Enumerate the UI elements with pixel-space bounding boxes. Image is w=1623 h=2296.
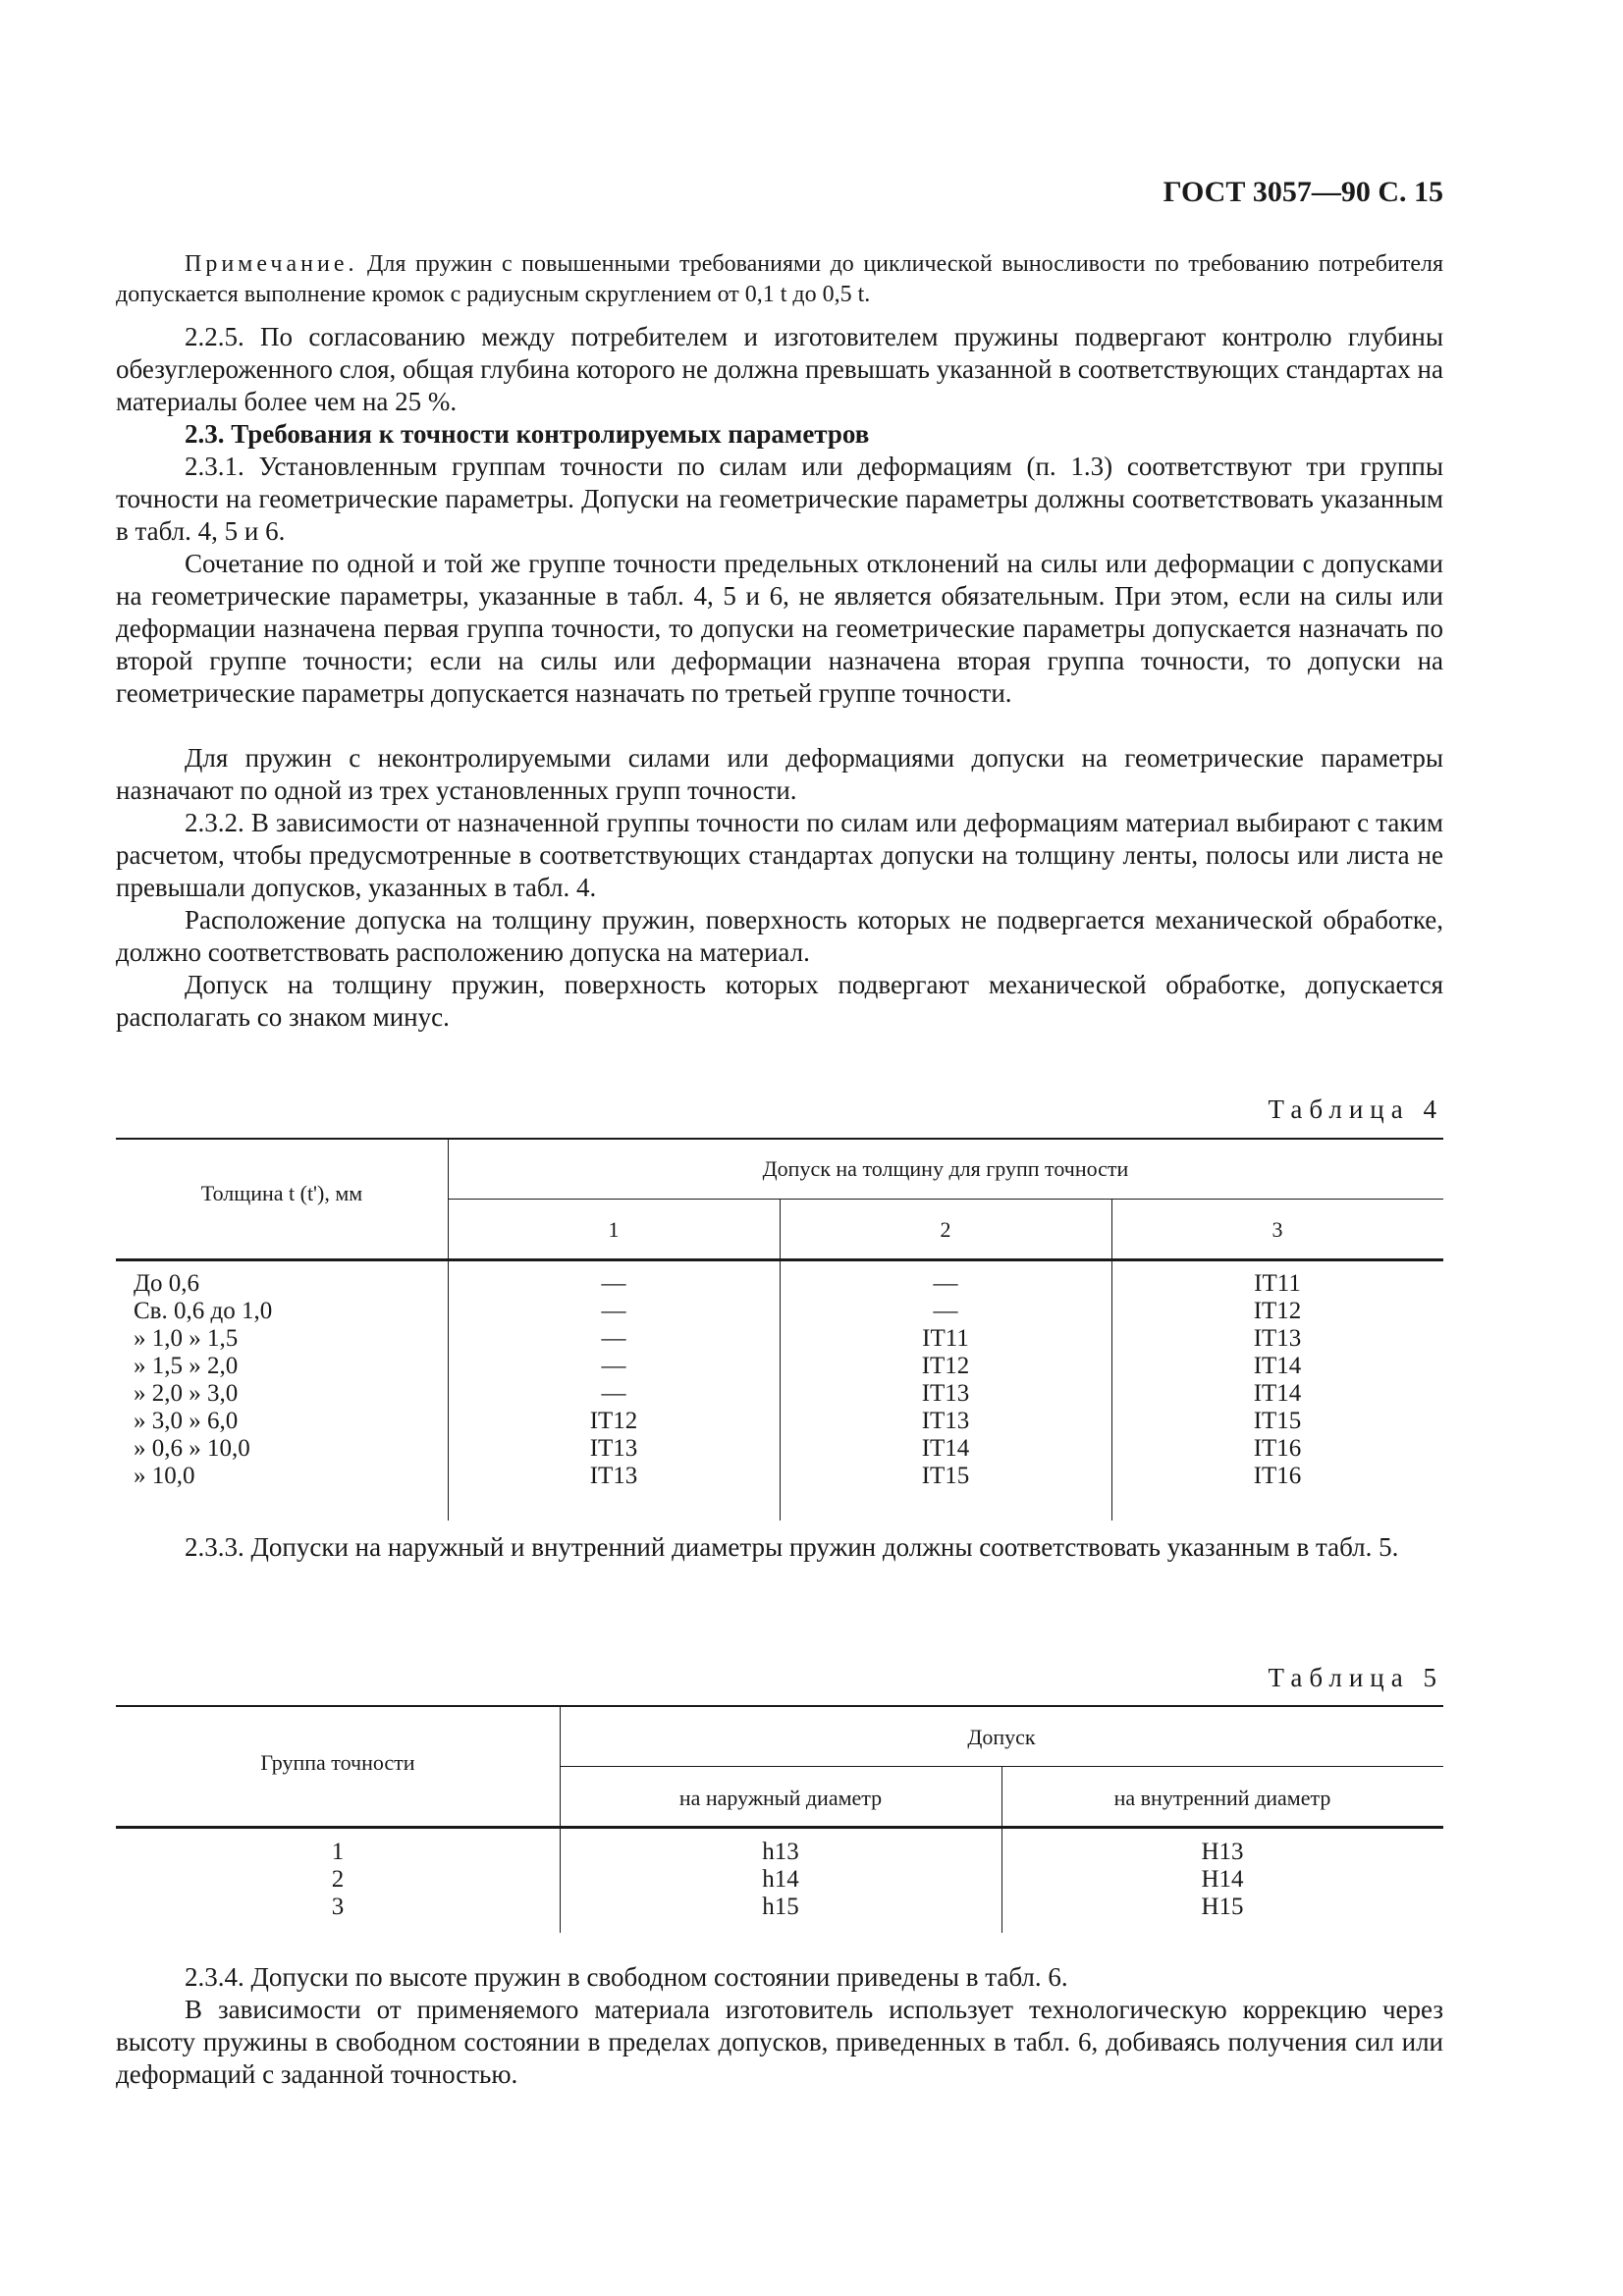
table-4-range-cell: » 0,6 » 10,0 xyxy=(134,1435,250,1462)
table-4-g2-cell: IT15 xyxy=(921,1463,970,1489)
note-paragraph xyxy=(116,249,1443,310)
table-5-inner-cell: H13 xyxy=(1201,1839,1244,1865)
paragraph-2-3-2: 2.3.2. В зависимости от назначенной группы точности по силам или деформациям материал выбирают с таким расчетом, чтобы предусмотренные в соответствующих стандартах допуски на толщину ленты, полосы или листа не превышали допусков, указанных в табл. 4. xyxy=(116,808,1443,902)
table-4-g2-cell: IT11 xyxy=(922,1325,969,1352)
table-4-header-group-3: 3 xyxy=(1271,1217,1283,1242)
table-4-range-cell: » 3,0 » 6,0 xyxy=(134,1408,239,1434)
table-5-inner-cell: H15 xyxy=(1201,1894,1244,1920)
table-4-g1-cell: — xyxy=(601,1325,626,1352)
table-4-g3-cell: IT15 xyxy=(1253,1408,1302,1434)
table-4-g1-cell: — xyxy=(601,1353,626,1379)
paragraph-2-3-1: 2.3.1. Установленным группам точности по силам или деформациям (п. 1.3) соответствуют три группы точности на геометрические параметры. Допуски на геометрические параметры должны соответствовать указанным в табл. 4, 5 и 6. xyxy=(116,452,1443,546)
table-5-outer-cell: h15 xyxy=(762,1894,799,1920)
table-5-header-bottom-rule xyxy=(116,1826,1443,1829)
table-4-g2-cell: IT12 xyxy=(921,1353,970,1379)
table-4-range-cell: » 2,0 » 3,0 xyxy=(134,1380,239,1407)
paragraph-2-3-1-combination: Сочетание по одной и той же группе точности предельных отклонений на силы или деформации с допусками на геометрические параметры, указанные в табл. 4, 5 и 6, не является обязательным. При этом, если на силы или деформации назначена первая группа точности, то допуски на геометрические параметры допускается назначать по второй группе точности; если на силы или деформации назначена вторая группа точности, то допуски на геометрические параметры допускается назначать по третьей группе точности. xyxy=(116,549,1443,708)
table-5-outer-cell: h14 xyxy=(762,1866,799,1893)
section-heading-2-3: 2.3. Требования к точности контролируемых параметров xyxy=(185,419,870,449)
table-4-g3-cell: IT14 xyxy=(1253,1380,1302,1407)
table-4-g3-cell: IT14 xyxy=(1253,1353,1302,1379)
paragraph-2-3-4: 2.3.4. Допуски по высоте пружин в свободном состоянии приведены в табл. 6. xyxy=(185,1962,1068,1992)
table-4-header-group-1: 1 xyxy=(608,1217,620,1242)
paragraph-2-3-1-uncontrolled: Для пружин с неконтролируемыми силами или деформациями допуски на геометрические параметры назначают по одной из трех установленных групп точности. xyxy=(116,743,1443,805)
note-label: Примечание. xyxy=(185,251,358,277)
table-4-g1-cell: IT12 xyxy=(589,1408,638,1434)
table-5-top-rule xyxy=(116,1705,1443,1707)
table-4-header-thickness: Толщина t (t'), мм xyxy=(200,1181,363,1205)
table-4-g3-cell: IT16 xyxy=(1253,1463,1302,1489)
note-text: Для пружин с повышенными требованиями до циклической выносливости по требованию потребителя допускается выполнение кромок с радиусным скруглением от 0,1 t до 0,5 t. xyxy=(116,251,1443,307)
table-4-header-tolerance: Допуск на толщину для групп точности xyxy=(762,1156,1129,1181)
table-4-top-rule xyxy=(116,1138,1443,1140)
table-4-range-cell: До 0,6 xyxy=(134,1270,200,1297)
table-5-header-group: Группа точности xyxy=(260,1750,415,1775)
table-4-g2-cell: — xyxy=(933,1270,958,1297)
table-5-header-outer: на наружный диаметр xyxy=(678,1786,883,1810)
table-4-subheader-rule xyxy=(448,1199,1443,1200)
table-4-g1-cell: — xyxy=(601,1270,626,1297)
paragraph-2-3-3: 2.3.3. Допуски на наружный и внутренний диаметры пружин должны соответствовать указанным в табл. 5. xyxy=(185,1532,1399,1562)
table-4-range-cell: » 1,5 » 2,0 xyxy=(134,1353,239,1379)
paragraph-2-3-2-location: Расположение допуска на толщину пружин, поверхность которых не подвергается механической обработке, должно соответствовать расположению допуска на материал. xyxy=(116,905,1443,967)
table-4-title: Таблица 4 xyxy=(1268,1095,1443,1124)
table-5-title: Таблица 5 xyxy=(1268,1663,1443,1692)
table-4-g3-cell: IT13 xyxy=(1253,1325,1302,1352)
table-4-g1-cell: — xyxy=(601,1298,626,1324)
table-4-header-group-2: 2 xyxy=(940,1217,951,1242)
table-5-header-inner: на внутренний диаметр xyxy=(1113,1786,1331,1810)
table-5-outer-cell: h13 xyxy=(762,1839,799,1865)
table-4-g2-cell: IT13 xyxy=(921,1408,970,1434)
table-4-range-cell: » 1,0 » 1,5 xyxy=(134,1325,239,1352)
table-4-g1-cell: IT13 xyxy=(589,1435,638,1462)
table-4-g3-cell: IT12 xyxy=(1253,1298,1302,1324)
page-header: ГОСТ 3057—90 С. 15 xyxy=(1163,176,1443,208)
table-4-g1-cell: IT13 xyxy=(589,1463,638,1489)
table-4-g2-cell: IT13 xyxy=(921,1380,970,1407)
table-5-group-cell: 3 xyxy=(331,1894,345,1920)
paragraph-2-2-5: 2.2.5. По согласованию между потребителем и изготовителем пружины подвергают контролю глубины обезуглероженного слоя, общая глубина которого не должна превышать указанной в соответствующих стандартах на материалы более чем на 25 %. xyxy=(116,322,1443,416)
table-5-group-cell: 2 xyxy=(331,1866,345,1893)
table-5-group-cell: 1 xyxy=(331,1839,345,1865)
table-4-g1-cell: — xyxy=(601,1380,626,1407)
table-4-g2-cell: IT14 xyxy=(921,1435,970,1462)
table-4-g3-cell: IT11 xyxy=(1254,1270,1301,1297)
table-4-range-cell: Св. 0,6 до 1,0 xyxy=(134,1298,273,1324)
table-5-inner-cell: H14 xyxy=(1201,1866,1244,1893)
table-4-g3-cell: IT16 xyxy=(1253,1435,1302,1462)
paragraph-2-3-4-correction: В зависимости от применяемого материала изготовитель использует технологическую коррекцию через высоту пружины в свободном состоянии в пределах допусков, приведенных в табл. 6, добиваясь получения сил или деформаций с заданной точностью. xyxy=(116,1995,1443,2089)
paragraph-2-3-2-minus: Допуск на толщину пружин, поверхность которых подвергают механической обработке, допускается располагать со знаком минус. xyxy=(116,970,1443,1032)
table-5-header-tolerance: Допуск xyxy=(967,1725,1036,1749)
table-4-range-cell: » 10,0 xyxy=(134,1463,195,1489)
table-4-g2-cell: — xyxy=(933,1298,958,1324)
